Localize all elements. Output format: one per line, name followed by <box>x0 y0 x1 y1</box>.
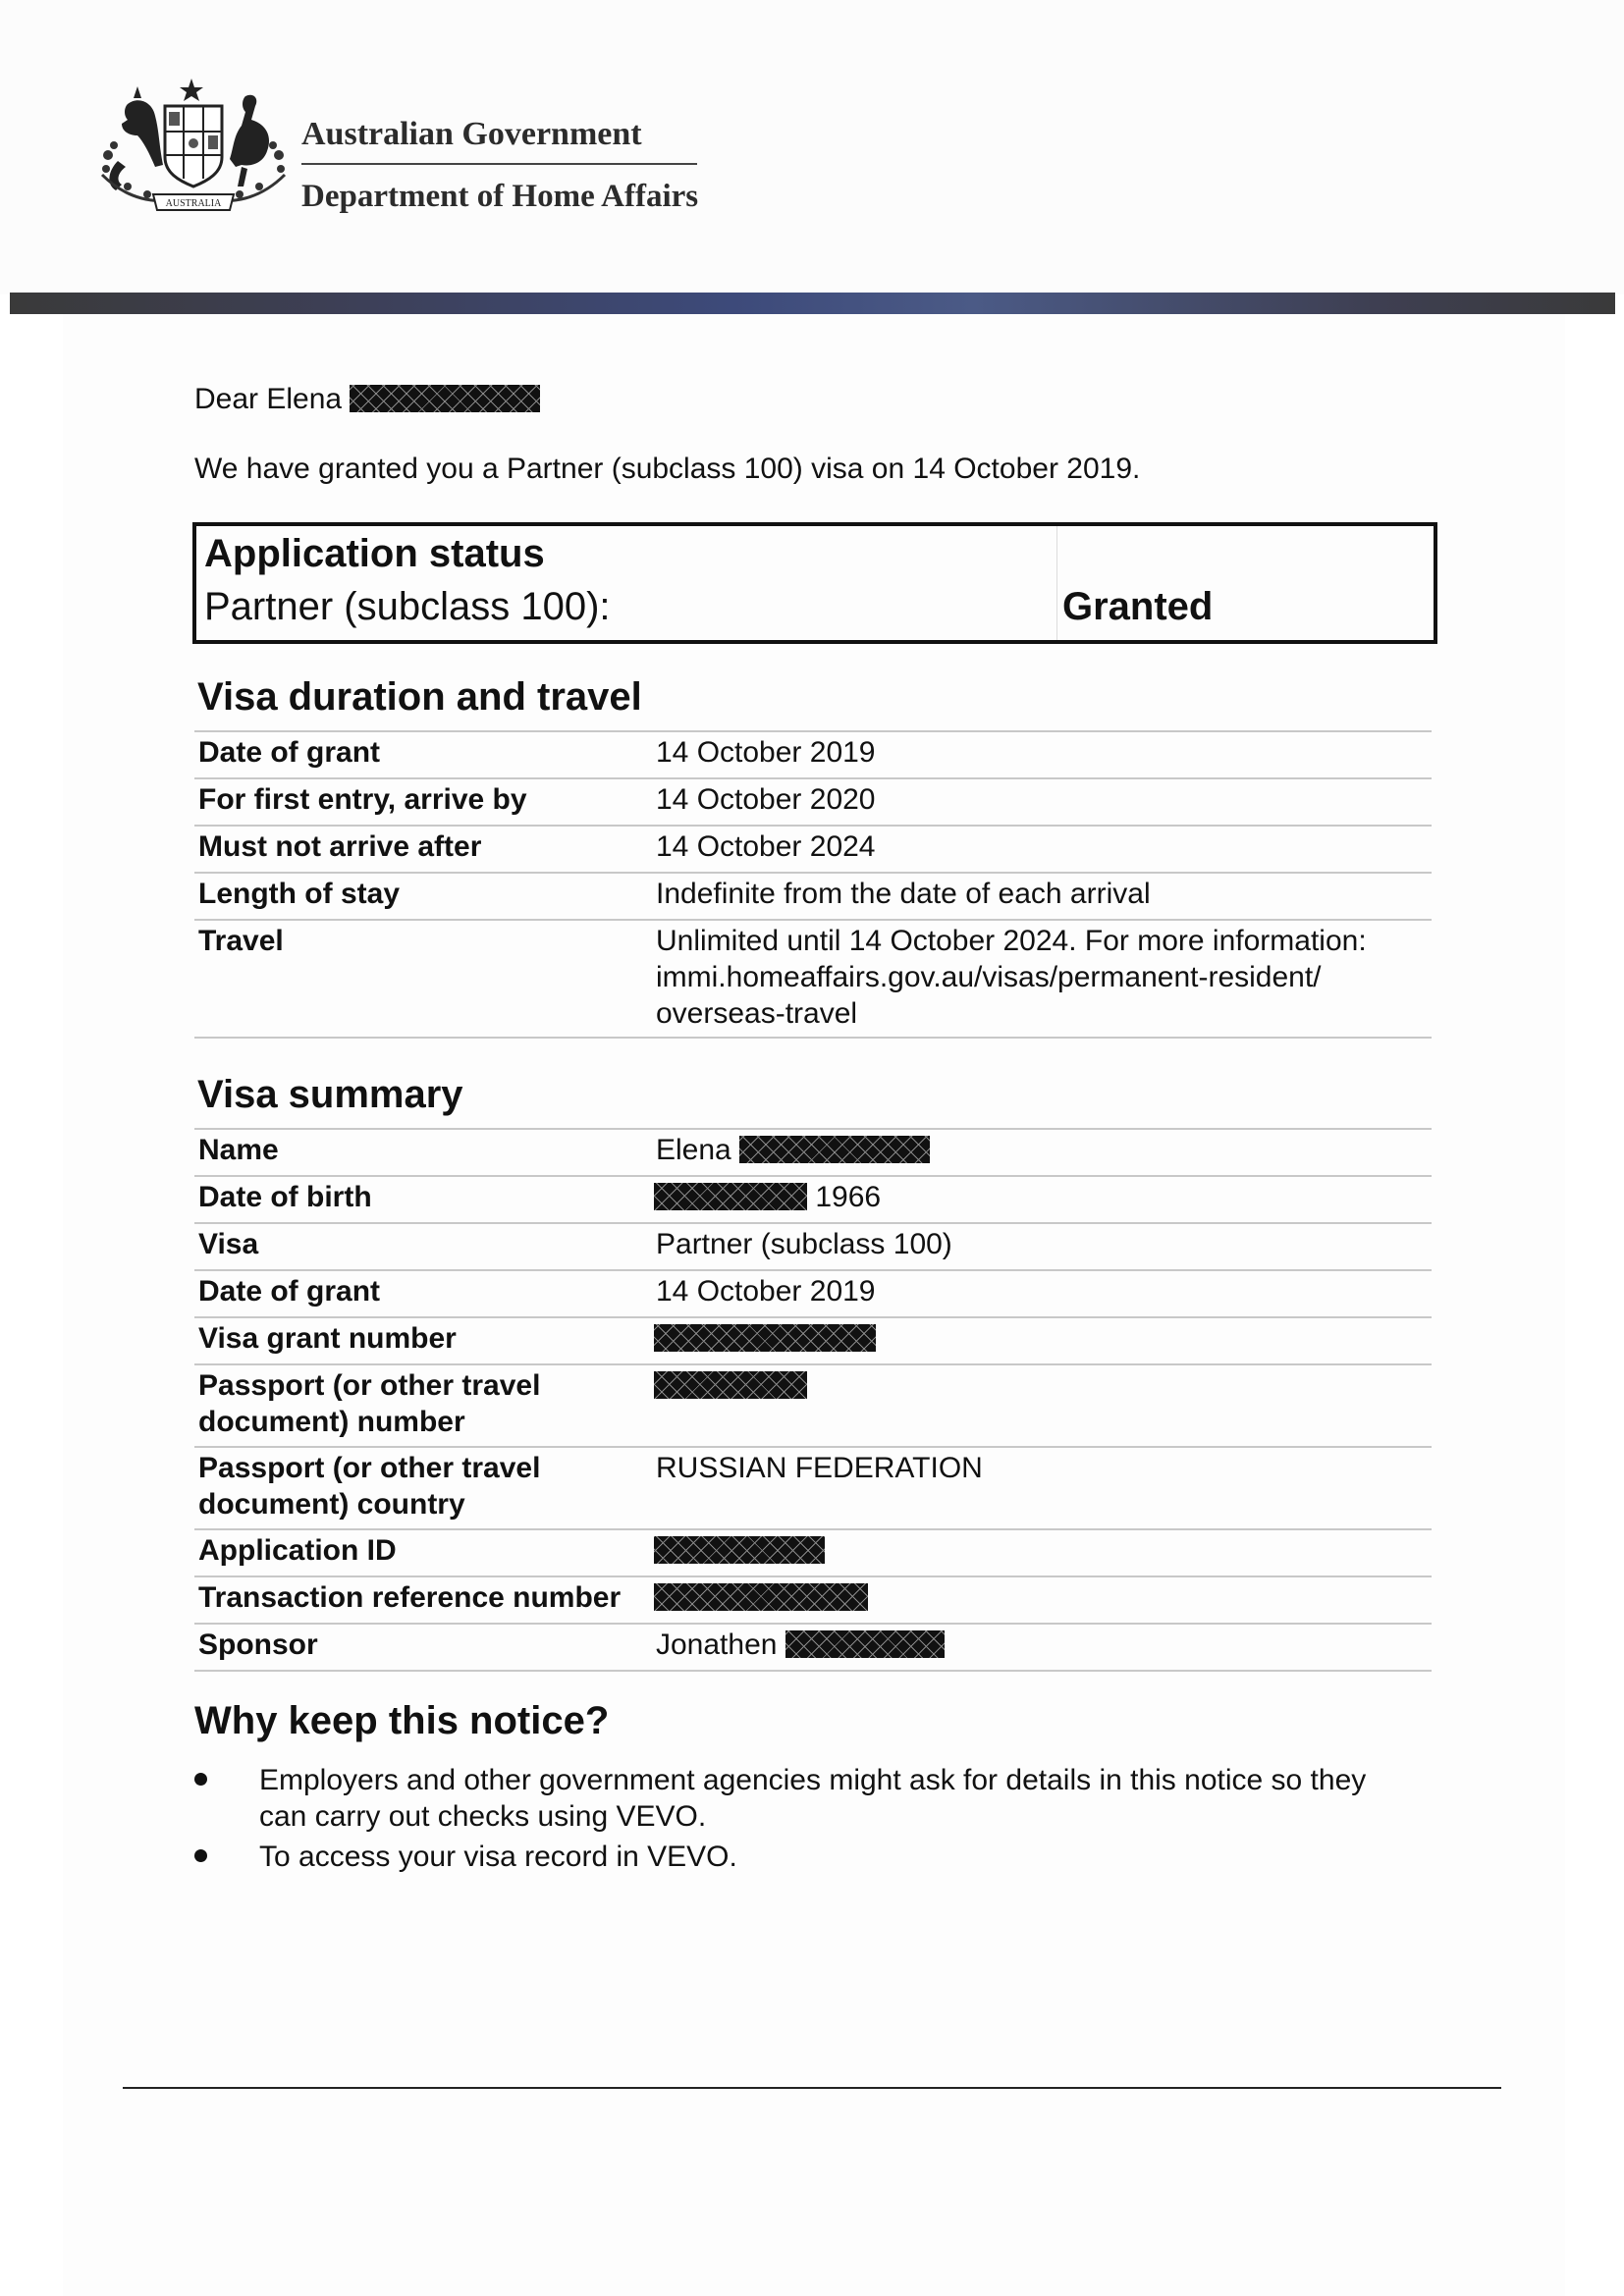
table-row <box>194 1577 1432 1625</box>
row-label: For first entry, arrive by <box>198 783 527 816</box>
table-row <box>194 921 1432 1039</box>
table-row <box>194 1448 1432 1530</box>
label-line: Passport (or other travel <box>198 1452 541 1484</box>
summary-table <box>194 1128 1432 1672</box>
name-value: Elena <box>656 1134 731 1166</box>
birth-year: 1966 <box>815 1181 882 1213</box>
label-line: document) number <box>198 1406 465 1438</box>
table-row <box>194 1625 1432 1672</box>
bullet-icon <box>194 1849 207 1862</box>
row-label: Sponsor <box>198 1629 318 1661</box>
application-status-box <box>192 522 1437 644</box>
table-row <box>194 779 1432 827</box>
intro-text: We have granted you a Partner (subclass 100) visa on 14 October 2019. <box>194 453 1141 485</box>
row-value: 14 October 2020 <box>656 783 876 816</box>
row-value: 14 October 2024 <box>656 830 876 863</box>
greeting <box>194 383 540 416</box>
keep-heading: Why keep this notice? <box>194 1699 610 1742</box>
bullet-line: To access your visa record in VEVO. <box>259 1841 737 1873</box>
row-value <box>654 1320 876 1357</box>
row-value: RUSSIAN FEDERATION <box>656 1452 983 1484</box>
row-label: Travel <box>198 925 284 957</box>
redacted-grant-number <box>654 1324 876 1352</box>
department-line2: Department of Home Affairs <box>301 179 699 214</box>
table-row <box>194 874 1432 921</box>
table-row <box>194 1530 1432 1577</box>
row-label: Transaction reference number <box>198 1581 622 1614</box>
redacted-birth-date <box>654 1183 807 1210</box>
row-label: Visa <box>198 1228 259 1260</box>
row-label <box>198 1367 540 1440</box>
row-label: Length of stay <box>198 878 401 910</box>
travel-line: immi.homeaffairs.gov.au/visas/permanent-resident/ <box>656 961 1322 993</box>
table-row <box>194 1177 1432 1224</box>
bullet-item <box>259 1762 1366 1835</box>
header-divider <box>301 163 697 165</box>
label-line: document) country <box>198 1488 465 1521</box>
department-line1: Australian Government <box>301 116 642 152</box>
row-label: Date of grant <box>198 736 381 769</box>
bullet-line: Employers and other government agencies might ask for details in this notice so they <box>259 1764 1367 1796</box>
redacted-sponsor-surname <box>785 1630 945 1658</box>
footer-divider <box>123 2087 1501 2089</box>
redacted-transaction-reference <box>654 1583 868 1611</box>
row-value <box>654 1532 825 1569</box>
table-row <box>194 1365 1432 1448</box>
table-row <box>194 1318 1432 1365</box>
table-row <box>194 732 1432 779</box>
row-value: 14 October 2019 <box>656 1275 876 1308</box>
row-label: Date of birth <box>198 1181 372 1213</box>
row-value <box>656 1132 930 1168</box>
greeting-text: Dear Elena <box>194 383 343 415</box>
travel-line: overseas-travel <box>656 997 858 1030</box>
duration-table <box>194 730 1432 1039</box>
table-row <box>194 827 1432 874</box>
row-value <box>656 1627 945 1663</box>
sponsor-name: Jonathen <box>656 1629 778 1661</box>
status-divider <box>1056 526 1057 640</box>
duration-heading: Visa duration and travel <box>197 675 642 719</box>
row-value <box>654 1367 807 1404</box>
travel-line: Unlimited until 14 October 2024. For more information: <box>656 925 1367 957</box>
redacted-passport-number <box>654 1371 807 1399</box>
redacted-surname <box>739 1136 930 1163</box>
header-band <box>10 293 1615 314</box>
row-value: 14 October 2019 <box>656 736 876 769</box>
row-value <box>654 1179 881 1215</box>
table-row <box>194 1271 1432 1318</box>
row-value <box>654 1579 868 1616</box>
status-value: Granted <box>1062 585 1214 628</box>
row-value <box>656 923 1367 1032</box>
crest-banner-text: AUSTRALIA <box>165 198 222 209</box>
table-row <box>194 1224 1432 1271</box>
row-value: Partner (subclass 100) <box>656 1228 952 1260</box>
label-line: Passport (or other travel <box>198 1369 541 1402</box>
row-label: Date of grant <box>198 1275 381 1308</box>
status-visa: Partner (subclass 100): <box>204 585 611 628</box>
status-title: Application status <box>204 532 545 575</box>
row-label <box>198 1450 540 1522</box>
table-row <box>194 1130 1432 1177</box>
bullet-line: can carry out checks using VEVO. <box>259 1800 707 1833</box>
bullet-icon <box>194 1773 207 1786</box>
redacted-surname <box>350 385 540 412</box>
redacted-application-id <box>654 1536 825 1564</box>
crest-banner <box>98 77 290 219</box>
summary-heading: Visa summary <box>197 1073 463 1116</box>
row-label: Application ID <box>198 1534 397 1567</box>
row-label: Name <box>198 1134 279 1166</box>
row-label: Visa grant number <box>198 1322 457 1355</box>
row-value: Indefinite from the date of each arrival <box>656 878 1151 910</box>
bullet-item <box>259 1839 737 1875</box>
row-label: Must not arrive after <box>198 830 482 863</box>
